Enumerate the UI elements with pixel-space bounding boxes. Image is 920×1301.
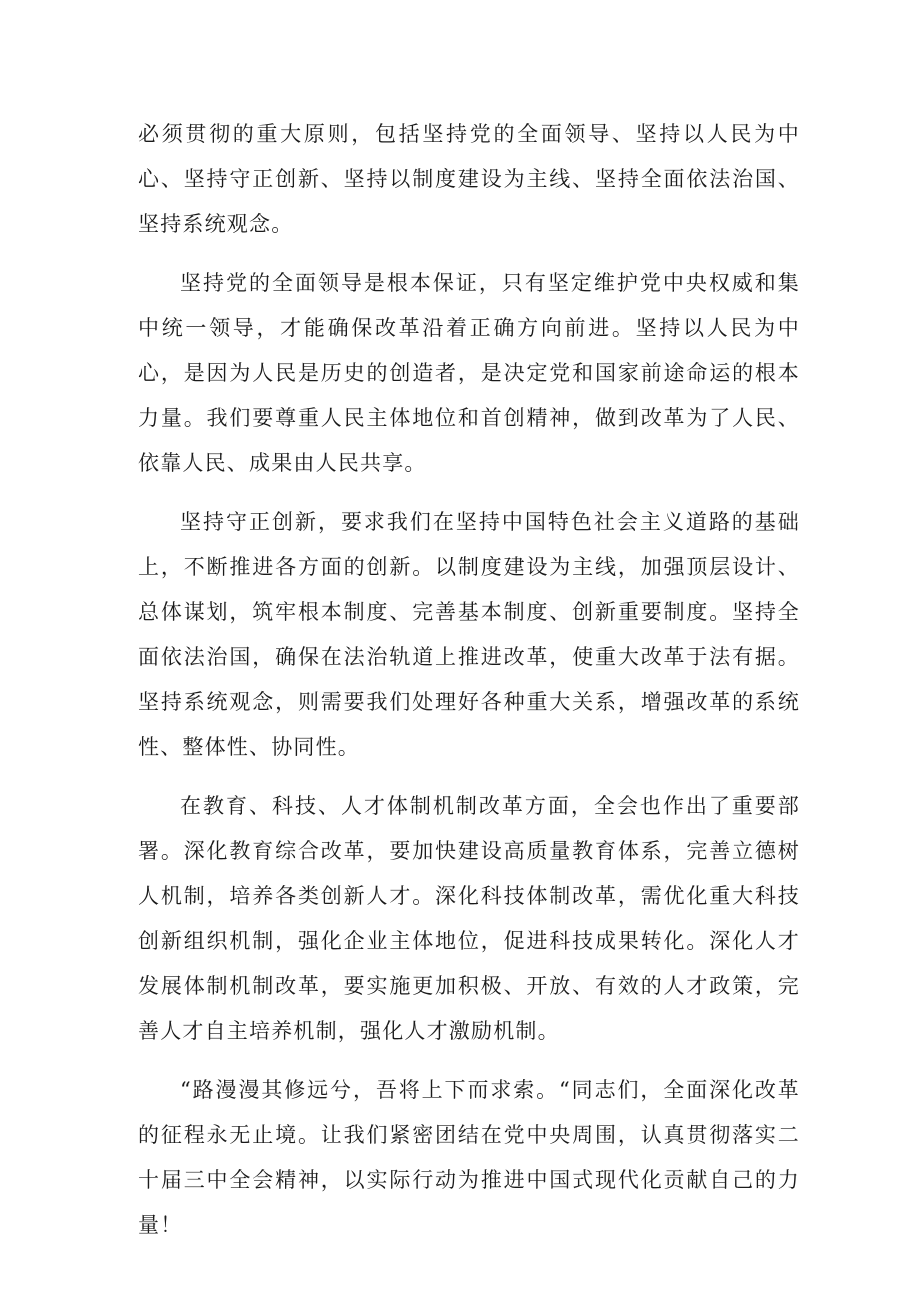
document-body bbox=[138, 112, 800, 1262]
paragraph-party-leadership: 坚持党的全面领导是根本保证，只有坚定维护党中央权威和集中统一领导，才能确保改革沿着正确方向前进。坚持以人民为中心，是因为人民是历史的创造者，是决定党和国家前途命运的根本力量。我们要尊重人民主体地位和首创精神，做到改革为了人民、依靠人民、成果由人民共享。 bbox=[138, 271, 800, 475]
paragraph-education-reform: 在教育、科技、人才体制机制改革方面，全会也作出了重要部署。深化教育综合改革，要加快建设高质量教育体系，完善立德树人机制，培养各类创新人才。深化科技体制改革，需优化重大科技创新组织机制，强化企业主体地位，促进科技成果转化。深化人才发展体制机制改革，要实施更加积极、开放、有效的人才政策，完善人才自主培养机制，强化人才激励机制。 bbox=[138, 794, 800, 1043]
paragraph-conclusion: “路漫漫其修远兮，吾将上下而求索。“同志们，全面深化改革的征程永无止境。让我们紧密团结在党中央周围，认真贯彻落实二十届三中全会精神，以实际行动为推进中国式现代化贡献自己的力量！ bbox=[138, 1078, 800, 1237]
paragraph-continuation: 必须贯彻的重大原则，包括坚持党的全面领导、坚持以人民为中心、坚持守正创新、坚持以制度建设为主线、坚持全面依法治国、坚持系统观念。 bbox=[138, 122, 800, 236]
paragraph-innovation: 坚持守正创新，要求我们在坚持中国特色社会主义道路的基础上，不断推进各方面的创新。以制度建设为主线，加强顶层设计、总体谋划，筑牢根本制度、完善基本制度、创新重要制度。坚持全面依法治国，确保在法治轨道上推进改革，使重大改革于法有据。坚持系统观念，则需要我们处理好各种重大关系，增强改革的系统性、整体性、协同性。 bbox=[138, 510, 800, 759]
